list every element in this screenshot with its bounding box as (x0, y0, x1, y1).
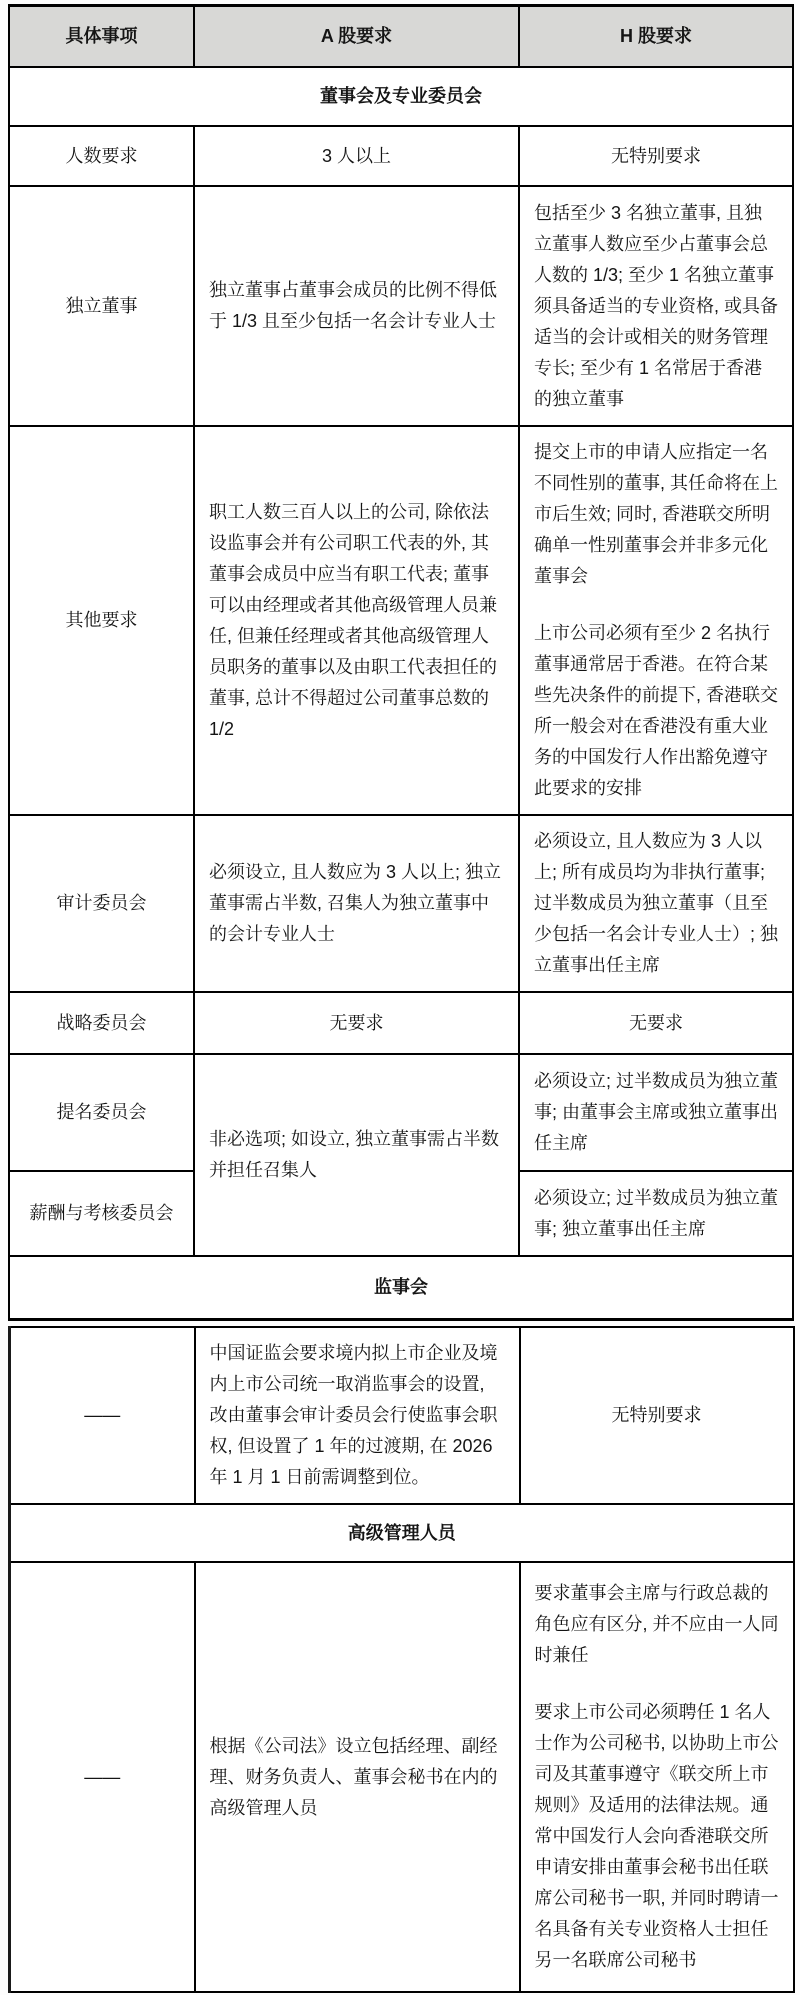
table-header-row (9, 6, 793, 68)
cell-qita-a: 职工人数三百人以上的公司, 除依法设监事会并有公司职工代表的外, 其董事会成员中应当有职工代表; 董事可以由经理或者其他高级管理人员兼任, 但兼任经理或者其他高级管理人员职务的董事以及由职工代表担任的董事, 总计不得超过公司董事总数的 1/2 (194, 426, 519, 815)
cell-duli-item: 独立董事 (9, 186, 194, 426)
header-item: 具体事项 (9, 6, 194, 68)
cell-xinchou-item: 薪酬与考核委员会 (9, 1171, 194, 1256)
cell-jianshihui-h: 无特别要求 (520, 1327, 794, 1504)
cell-timing-item: 提名委员会 (9, 1054, 194, 1171)
cell-gaoguan-h-paragraph-1: 要求董事会主席与行政总裁的角色应有区分, 并不应由一人同时兼任 (534, 1583, 779, 1665)
cell-qita-h-paragraph-1: 提交上市的申请人应指定一名不同性别的董事, 其任命将在上市后生效; 同时, 香港联交所明确单一性别董事会并非多元化董事会 (534, 442, 779, 586)
cell-qita-h (519, 426, 793, 815)
table-row (9, 992, 793, 1054)
table-row (10, 1562, 794, 1992)
cell-zhanlue-a: 无要求 (194, 992, 519, 1054)
table-row (9, 126, 793, 186)
cell-duli-h: 包括至少 3 名独立董事, 且独立董事人数应至少占董事会总人数的 1/3; 至少 1 名独立董事须具备适当的专业资格, 或具备适当的会计或相关的财务管理专长; 至少有 1 名常居于香港的独立董事 (519, 186, 793, 426)
table-row (9, 426, 793, 815)
cell-zhanlue-h: 无要求 (519, 992, 793, 1054)
cell-xinchou-h: 必须设立; 过半数成员为独立董事; 独立董事出任主席 (519, 1171, 793, 1256)
table-row (10, 1327, 794, 1504)
table-row (9, 815, 793, 992)
section-row-senior-management (10, 1504, 794, 1562)
cell-timing-h: 必须设立; 过半数成员为独立董事; 由董事会主席或独立董事出任主席 (519, 1054, 793, 1171)
requirements-table-bottom (8, 1326, 795, 1993)
cell-jianshihui-a: 中国证监会要求境内拟上市企业及境内上市公司统一取消监事会的设置, 改由董事会审计委员会行使监事会职权, 但设置了 1 年的过渡期, 在 2026 年 1 月 1 日前需调整到位。 (195, 1327, 520, 1504)
cell-gaoguan-h (520, 1562, 794, 1992)
header-a-share: A 股要求 (194, 6, 519, 68)
cell-gaoguan-item: —— (10, 1562, 195, 1992)
header-h-share: H 股要求 (519, 6, 793, 68)
section-row-supervisory (9, 1256, 793, 1320)
cell-shenji-item: 审计委员会 (9, 815, 194, 992)
cell-renshu-item: 人数要求 (9, 126, 194, 186)
cell-gaoguan-h-paragraph-2: 要求上市公司必须聘任 1 名人士作为公司秘书, 以协助上市公司及其董事遵守《联交所上市规则》及适用的法律法规。通常中国发行人会向香港联交所申请安排由董事会秘书出任联席公司秘书一职, 并同时聘请一名具备有关专业资格人士担任另一名联席公司秘书 (534, 1702, 779, 1970)
cell-timing-xinchou-a-merged: 非必选项; 如设立, 独立董事需占半数并担任召集人 (194, 1054, 519, 1256)
table-row (9, 186, 793, 426)
cell-zhanlue-item: 战略委员会 (9, 992, 194, 1054)
cell-shenji-h: 必须设立, 且人数应为 3 人以上; 所有成员均为非执行董事; 过半数成员为独立董事（且至少包括一名会计专业人士）; 独立董事出任主席 (519, 815, 793, 992)
section-title-supervisory: 监事会 (9, 1256, 793, 1320)
section-title-board: 董事会及专业委员会 (9, 67, 793, 126)
table-row (9, 1054, 793, 1171)
cell-jianshihui-item: —— (10, 1327, 195, 1504)
cell-shenji-a: 必须设立, 且人数应为 3 人以上; 独立董事需占半数, 召集人为独立董事中的会计专业人士 (194, 815, 519, 992)
cell-duli-a: 独立董事占董事会成员的比例不得低于 1/3 且至少包括一名会计专业人士 (194, 186, 519, 426)
cell-renshu-h: 无特别要求 (519, 126, 793, 186)
section-title-senior-management: 高级管理人员 (10, 1504, 794, 1562)
cell-gaoguan-a: 根据《公司法》设立包括经理、副经理、财务负责人、董事会秘书在内的高级管理人员 (195, 1562, 520, 1992)
requirements-table-top (8, 4, 794, 1321)
cell-renshu-a: 3 人以上 (194, 126, 519, 186)
cell-qita-item: 其他要求 (9, 426, 194, 815)
cell-qita-h-paragraph-2: 上市公司必须有至少 2 名执行董事通常居于香港。在符合某些先决条件的前提下, 香港联交所一般会对在香港没有重大业务的中国发行人作出豁免遵守此要求的安排 (534, 623, 779, 798)
section-row-board (9, 67, 793, 126)
